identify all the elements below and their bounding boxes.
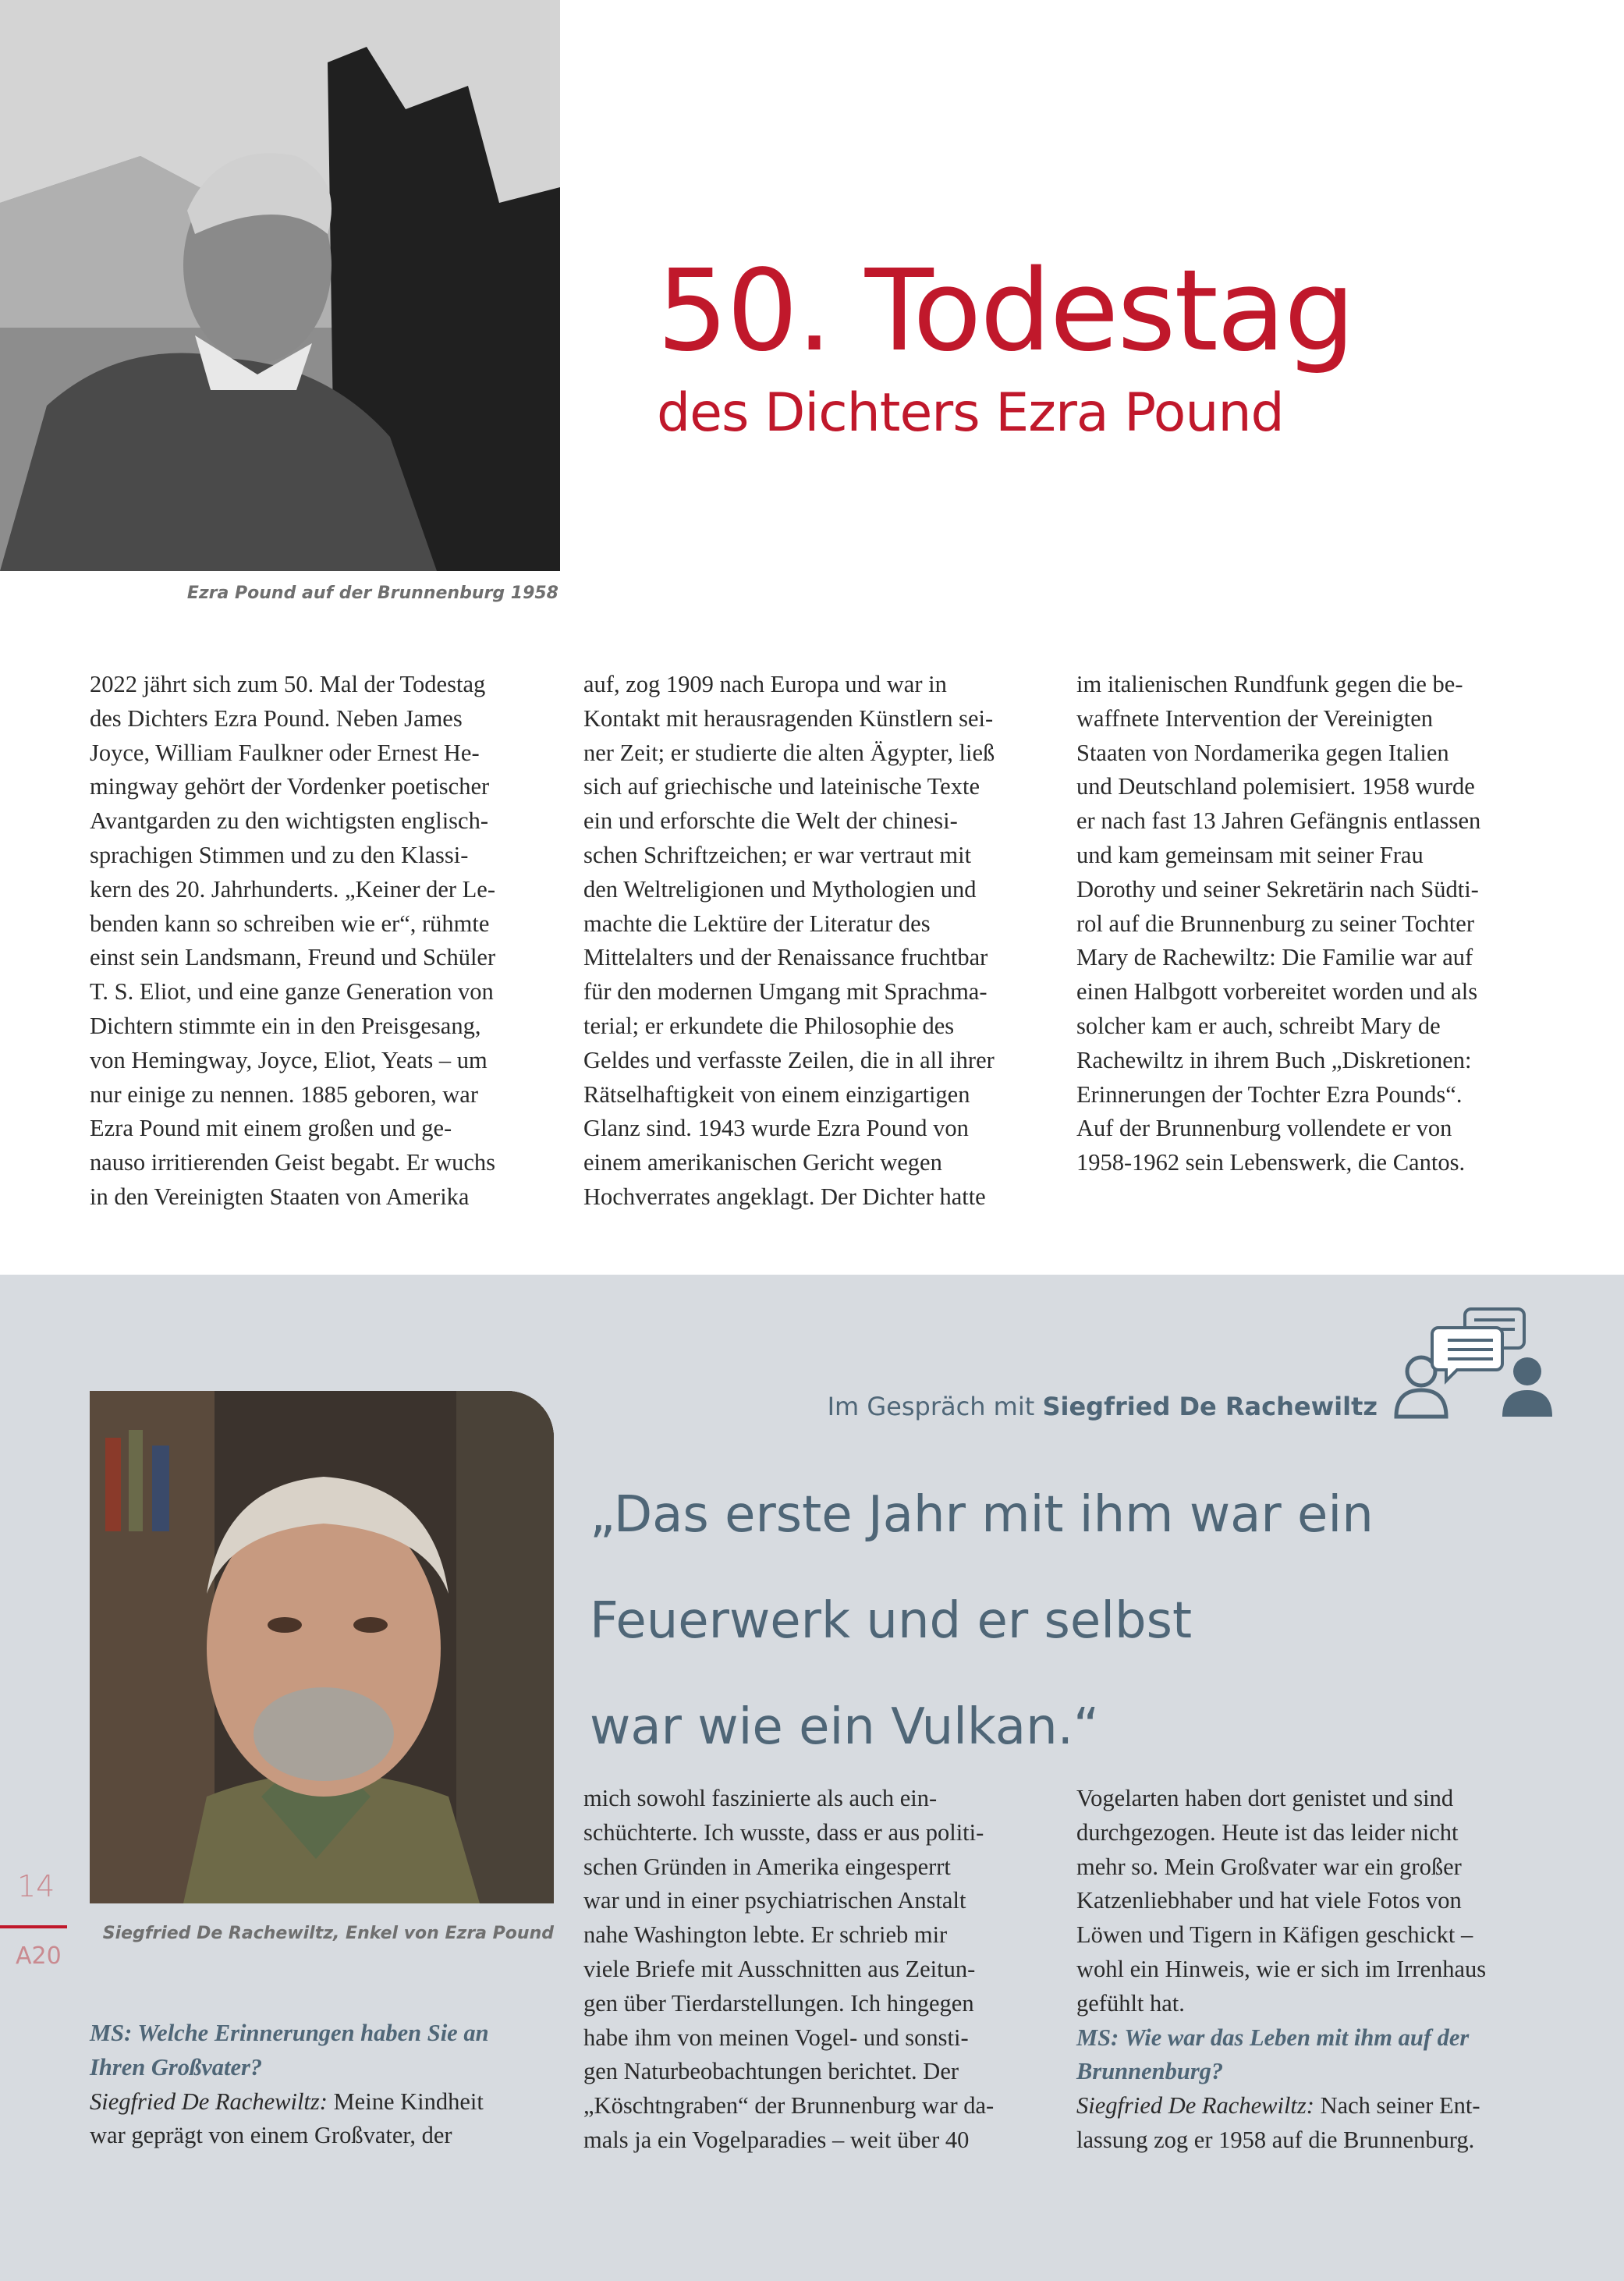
text-line: Avantgarden zu den wichtigsten englisch- (90, 807, 488, 835)
text-line: und Deutschland polemisiert. 1958 wurde (1076, 773, 1475, 800)
text-line: solcher kam er auch, schreibt Mary de (1076, 1012, 1441, 1039)
text-line: mich sowohl faszinierte als auch ein- (583, 1785, 938, 1811)
page-marker-rule (0, 1925, 67, 1928)
text-line: kern des 20. Jahrhunderts. „Keiner der Le- (90, 875, 495, 903)
text-line: einst sein Landsmann, Freund und Schüler (90, 944, 496, 971)
quote-line: „Das erste Jahr mit ihm war ein (590, 1486, 1374, 1544)
interview-question: MS: Welche Erinnerungen haben Sie an (90, 2020, 489, 2046)
text-line: gen über Tierdarstellungen. Ich hingegen (583, 1989, 974, 2017)
text-line: waffnete Intervention der Vereinigten (1076, 704, 1434, 732)
text-line: Ezra Pound mit einem großen und ge- (90, 1115, 452, 1142)
issue-label: A20 (16, 1942, 62, 1970)
text-line: nahe Washington lebte. Er schrieb mir (583, 1921, 948, 1949)
article-column-2 (583, 668, 1051, 1215)
text-line: und kam gemeinsam mit seiner Frau (1076, 841, 1424, 868)
pull-quote (590, 1462, 1374, 1780)
text-line: Katzenliebhaber und hat viele Fotos von (1076, 1887, 1462, 1914)
text-line: Mittelalters und der Renaissance fruchtbar (583, 944, 988, 971)
text-line: einem amerikanischen Gericht wegen (583, 1149, 942, 1176)
interview-column-3 (1076, 1782, 1560, 2158)
text-line: nauso irritierenden Geist begabt. Er wuchs (90, 1149, 496, 1176)
text-line: für den modernen Umgang mit Sprachma- (583, 978, 988, 1006)
text-line: schüchterte. Ich wusste, dass er aus politi- (583, 1818, 984, 1846)
text-line: „Köschtngraben“ der Brunnenburg war da- (583, 2092, 995, 2120)
photo-caption: Siegfried De Rachewiltz, Enkel von Ezra Pound (102, 1924, 554, 1943)
text-line: sprachigen Stimmen und zu den Klassi- (90, 841, 469, 868)
text-line: wohl ein Hinweis, wie er sich im Irrenhaus (1076, 1955, 1487, 1982)
text-line: in den Vereinigten Staaten von Amerika (90, 1183, 470, 1210)
answer-text: Nach seiner Ent- (1314, 2092, 1480, 2120)
text-line: nur einige zu nennen. 1885 geboren, war (90, 1080, 478, 1108)
text-line: im italienischen Rundfunk gegen die be- (1076, 671, 1463, 697)
text-line: Rätselhaftigkeit von einem einzigartigen (583, 1080, 970, 1108)
text-line: Löwen und Tigern in Käfigen geschickt – (1076, 1921, 1473, 1949)
text-line: war und in einer psychiatrischen Anstalt (583, 1887, 966, 1914)
text-line: einen Halbgott vorbereitet worden und als (1076, 978, 1478, 1006)
text-line: lassung zog er 1958 auf die Brunnenburg. (1076, 2126, 1475, 2153)
text-line: Dorothy und seiner Sekretärin nach Südti- (1076, 875, 1479, 903)
page-number: 14 (17, 1869, 55, 1903)
text-line: gen Naturbeobachtungen berichtet. Der (583, 2058, 959, 2085)
text-line: von Hemingway, Joyce, Eliot, Yeats – um (90, 1046, 488, 1073)
text-line: Erinnerungen der Tochter Ezra Pounds“. (1076, 1080, 1463, 1108)
text-line: viele Briefe mit Ausschnitten aus Zeitun- (583, 1955, 976, 1982)
text-line: Kontakt mit herausragenden Künstlern sei- (583, 704, 994, 732)
text-line: war geprägt von einem Großvater, der (90, 2122, 452, 2149)
text-line: habe ihm von meinen Vogel- und sonsti- (583, 2024, 969, 2051)
text-line: ein und erforschte die Welt der chinesi- (583, 807, 958, 835)
text-line: den Weltreligionen und Mythologien und (583, 875, 977, 903)
text-line: Joyce, William Faulkner oder Ernest He- (90, 739, 480, 766)
text-line: Hochverrates angeklagt. Der Dichter hatte (583, 1183, 986, 1210)
text-line: schen Gründen in Amerika eingesperrt (583, 1853, 951, 1880)
page-title: 50. Todestag (657, 245, 1354, 376)
interview-column-2 (583, 1782, 1051, 2158)
text-line: terial; er erkundete die Philosophie des (583, 1012, 955, 1039)
interview-column-1 (90, 2017, 558, 2153)
text-line: Staaten von Nordamerika gegen Italien (1076, 739, 1449, 766)
text-line: gefühlt hat. (1076, 1989, 1185, 2017)
article-column-1 (90, 668, 558, 1215)
text-line: mingway gehört der Vordenker poetischer (90, 773, 490, 800)
text-line: 2022 jährt sich zum 50. Mal der Todestag (90, 671, 486, 697)
interview-question: MS: Wie war das Leben mit ihm auf der (1076, 2024, 1470, 2051)
quote-line: Feuerwerk und er selbst (590, 1592, 1193, 1650)
speaker-name: Siegfried De Rachewiltz: (90, 2088, 328, 2115)
text-line: mehr so. Mein Großvater war ein großer (1076, 1853, 1462, 1880)
interview-question: Brunnenburg? (1076, 2058, 1224, 2085)
interview-question: Ihren Großvater? (90, 2053, 263, 2081)
text-line: ner Zeit; er studierte die alten Ägypter, ließ (583, 739, 995, 766)
answer-text: Meine Kindheit (327, 2088, 484, 2115)
text-line: Rachewiltz in ihrem Buch „Diskretionen: (1076, 1046, 1472, 1073)
text-line: 1958-1962 sein Lebenswerk, die Cantos. (1076, 1149, 1466, 1176)
photo-caption: Ezra Pound auf der Brunnenburg 1958 (186, 584, 558, 603)
interview-answer (90, 2085, 558, 2120)
photo-siegfried-de-rachewiltz (90, 1391, 554, 1903)
photo-ezra-pound (0, 0, 560, 571)
text-line: machte die Lektüre der Literatur des (583, 910, 931, 937)
quote-line: war wie ein Vulkan.“ (590, 1698, 1100, 1756)
text-line: Dichtern stimmte ein in den Preisgesang, (90, 1012, 481, 1039)
text-line: Vogelarten haben dort genistet und sind (1076, 1785, 1454, 1811)
text-line: mals ja ein Vogelparadies – weit über 40 (583, 2126, 970, 2153)
text-line: auf, zog 1909 nach Europa und war in (583, 671, 947, 697)
chat-people-icon (1388, 1306, 1560, 1421)
text-line: rol auf die Brunnenburg zu seiner Tochter (1076, 910, 1474, 937)
interview-label-name: Siegfried De Rachewiltz (1042, 1392, 1378, 1421)
interview-label (780, 1392, 1378, 1421)
text-line: T. S. Eliot, und eine ganze Generation von (90, 978, 494, 1006)
page-subtitle: des Dichters Ezra Pound (657, 382, 1284, 444)
article-column-3 (1076, 668, 1560, 1180)
text-line: benden kann so schreiben wie er“, rühmte (90, 910, 490, 937)
text-line: sich auf griechische und lateinische Texte (583, 773, 980, 800)
text-line: Auf der Brunnenburg vollendete er von (1076, 1115, 1452, 1142)
text-line: Geldes und verfasste Zeilen, die in all ihrer (583, 1046, 995, 1073)
speaker-name: Siegfried De Rachewiltz: (1076, 2092, 1314, 2120)
text-line: durchgezogen. Heute ist das leider nicht (1076, 1818, 1459, 1846)
text-line: schen Schriftzeichen; er war vertraut mit (583, 841, 972, 868)
text-line: des Dichters Ezra Pound. Neben James (90, 704, 463, 732)
interview-answer (1076, 2089, 1560, 2123)
text-line: Glanz sind. 1943 wurde Ezra Pound von (583, 1115, 969, 1142)
text-line: er nach fast 13 Jahren Gefängnis entlassen (1076, 807, 1481, 835)
text-line: Mary de Rachewiltz: Die Familie war auf (1076, 944, 1473, 971)
interview-label-prefix: Im Gespräch mit (827, 1392, 1035, 1421)
